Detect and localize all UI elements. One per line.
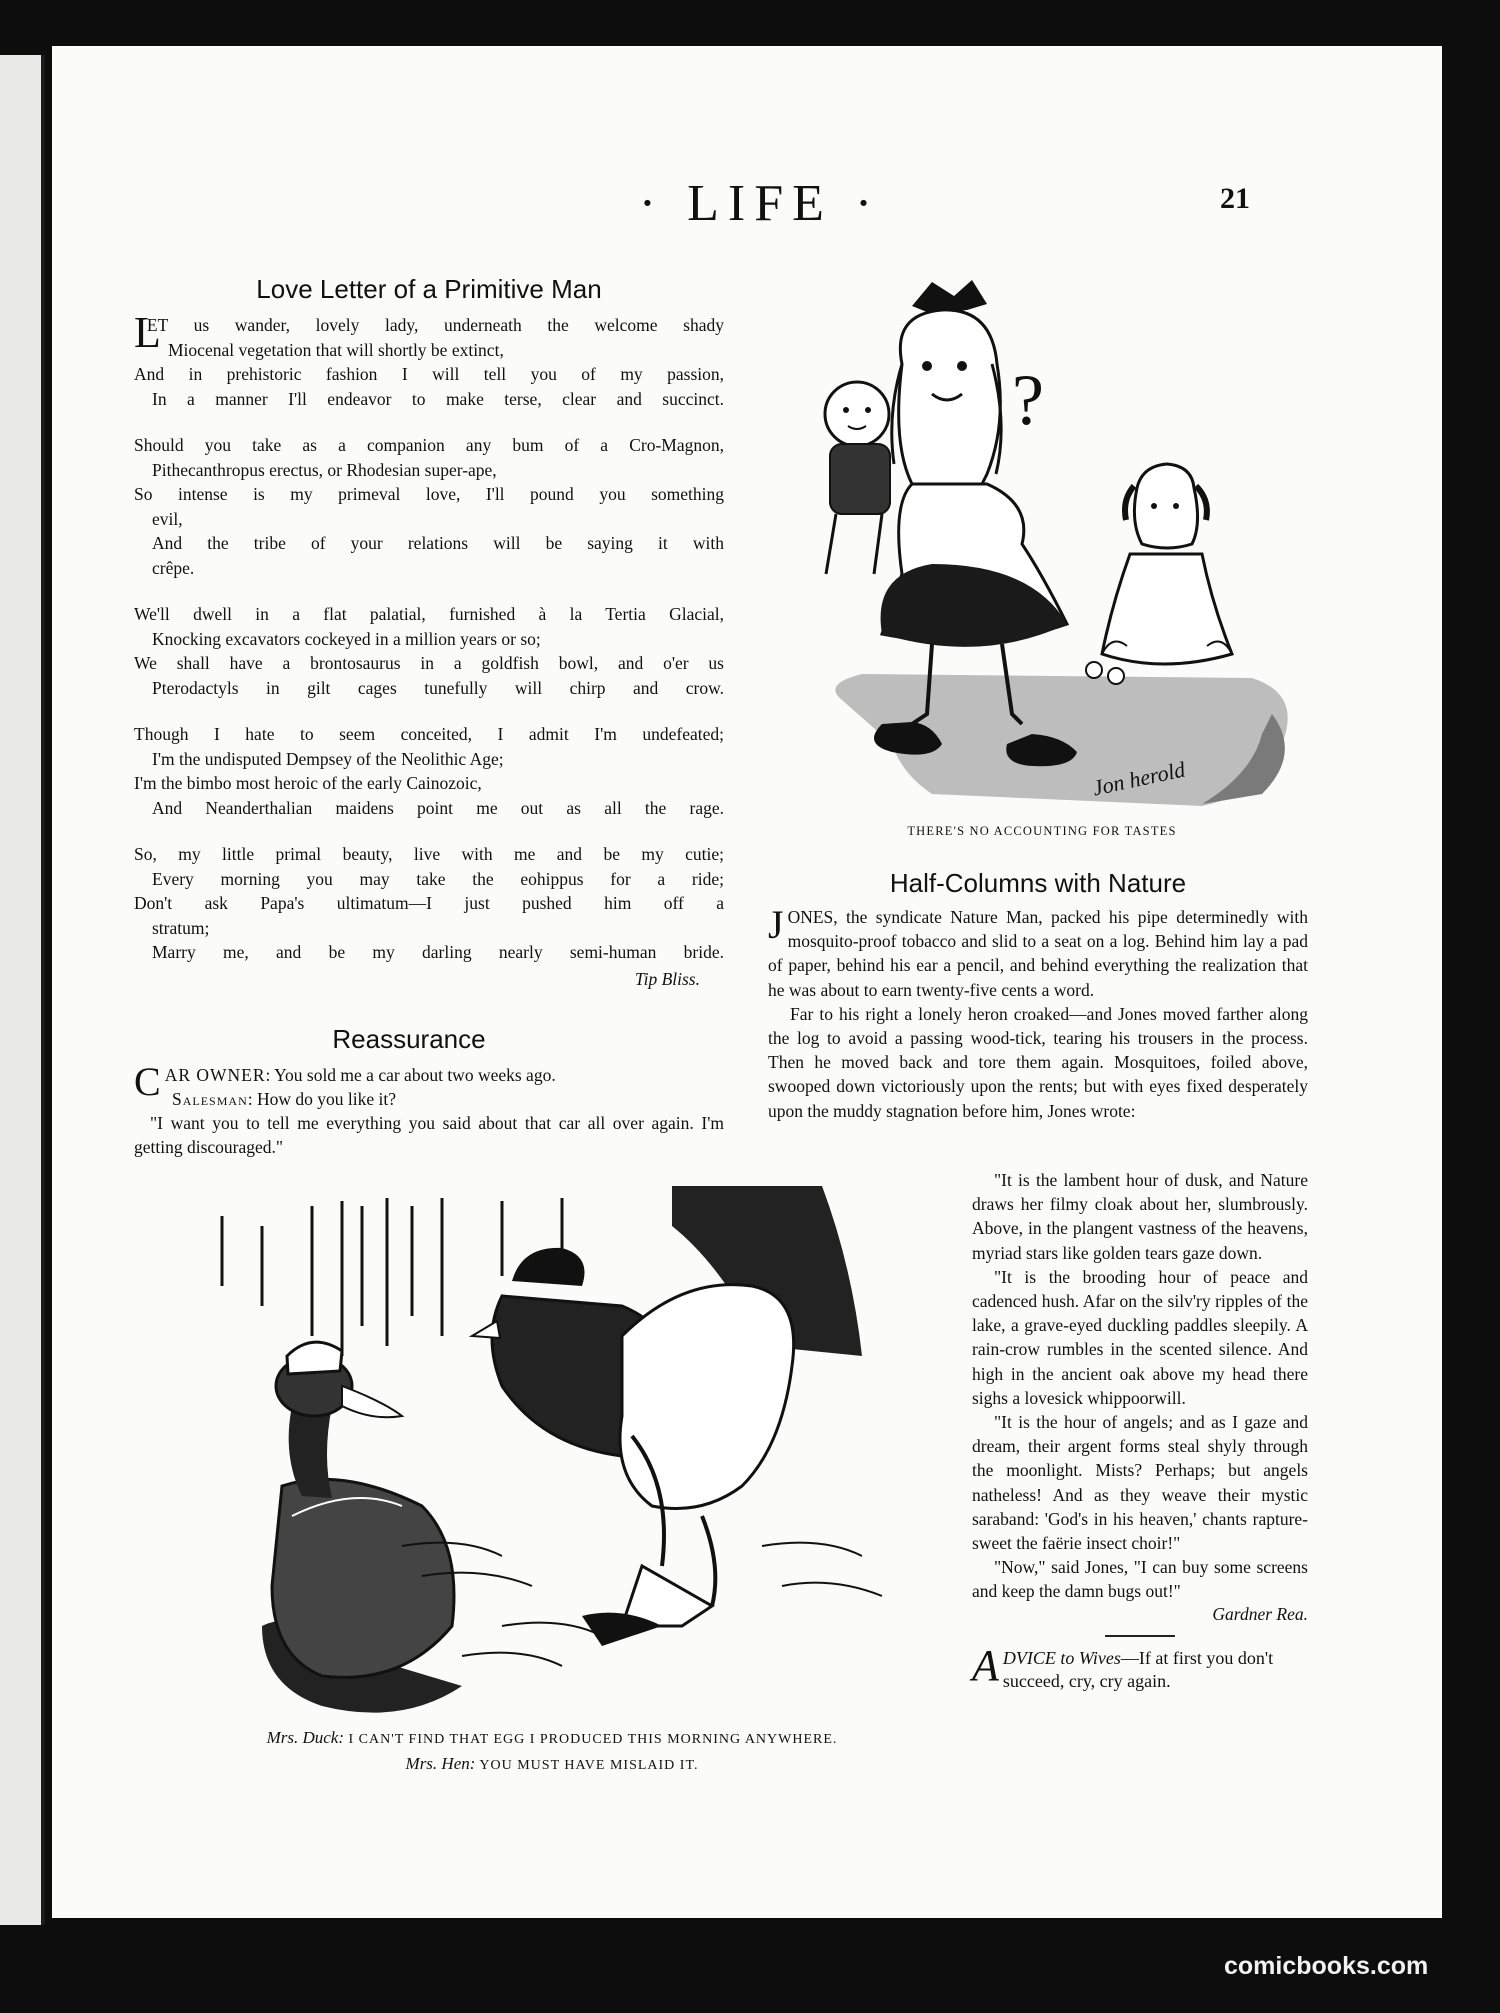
facing-page-edge <box>0 55 45 1925</box>
poem-line: Miocenal vegetation that will shortly be extinct, <box>168 339 504 360</box>
dropcap: J <box>768 902 784 947</box>
magazine-page <box>52 46 1442 1918</box>
dialog-line: CAR OWNER: You sold me a car about two weeks ago. <box>134 1058 556 1104</box>
article-title: Half-Columns with Nature <box>889 868 1187 898</box>
poem-title: Love Letter of a Primitive Man <box>256 274 602 304</box>
poem <box>134 308 724 990</box>
poem-line: Every morning you may take the eohippus for a ride; <box>152 868 724 889</box>
article-paragraph: JONES, the syndicate Nature Man, packed his pipe determinedly with mosquito-proof tobacco and slid to a seat on a log. Behind him lay a pad of paper, behind his ear a pencil, and behind everything the realization that he was about to earn twenty-five cents a word. <box>768 902 1308 1000</box>
poem-line: Though I hate to seem conceited, I admit I'm undefeated; <box>134 724 724 744</box>
article-paragraph: "Now," said Jones, "I can buy some screens and keep the damn bugs out!" <box>972 1557 1308 1602</box>
article-paragraph: Far to his right a lonely heron croaked—and Jones moved farther along the log to avoid a passing wood-tick, tearing his trousers in the process. Then he moved back and tore them again. Mosquitoes, foiled above, swooped down victoriously upon the rents; but with eyes fixed desperately upon the muddy stagnation before him, Jones wrote: <box>768 1003 1308 1121</box>
poem-line: In a manner I'll endeavor to make terse, clear and succinct. <box>152 388 724 409</box>
stanza <box>134 433 724 580</box>
divider <box>1105 1635 1175 1637</box>
stanza <box>134 842 724 965</box>
poem-line: Marry me, and be my darling nearly semi-human bride. <box>152 942 724 962</box>
stanza <box>134 722 724 820</box>
poem-line: Pithecanthropus erectus, or Rhodesian super-ape, <box>152 459 497 480</box>
poem-line: Knocking excavators cockeyed in a million years or so; <box>152 628 541 649</box>
cartoon1-signature: Jon herold <box>1090 756 1188 801</box>
poem-line: We'll dwell in a flat palatial, furnished à la Tertia Glacial, <box>134 604 724 624</box>
article-author: Gardner Rea. <box>1212 1603 1308 1624</box>
poem-line: And in prehistoric fashion I will tell you of my passion, <box>134 364 724 384</box>
dialog-line: Salesman: How do you like it? <box>172 1088 396 1109</box>
caption-line: Mrs. Hen: YOU MUST HAVE MISLAID IT. <box>405 1754 699 1773</box>
poem-line: Don't ask Papa's ultimatum—I just pushed him off a <box>134 893 724 913</box>
poem-line: And Neanderthalian maidens point me out as all the rage. <box>152 797 724 818</box>
page-number: 21 <box>1220 182 1250 215</box>
page-header <box>52 174 1442 244</box>
site-watermark: comicbooks.com <box>1224 1952 1429 1980</box>
nature-article-continued <box>972 1168 1308 1693</box>
svg-text:?: ? <box>1012 360 1044 440</box>
left-column <box>134 274 724 1159</box>
poem-line: So intense is my primeval love, I'll pound you something <box>134 484 724 504</box>
poem-line: evil, <box>152 508 183 529</box>
cartoon2-caption <box>202 1726 902 1778</box>
poem-line: We shall have a brontosaurus in a goldfish bowl, and o'er us <box>134 653 724 673</box>
stanza <box>134 308 724 411</box>
masthead: · LIFE · <box>638 175 882 232</box>
poem-author: Tip Bliss. <box>634 968 700 989</box>
poem-line: stratum; <box>152 917 210 938</box>
dropcap: A <box>972 1640 999 1690</box>
reassurance-dialog <box>134 1058 724 1159</box>
dropcap: L <box>134 308 161 357</box>
girl-with-doll-illustration <box>782 274 1302 810</box>
poem-line: crêpe. <box>152 557 195 578</box>
poem-line: And the tribe of your relations will be saying it with <box>152 533 724 553</box>
cartoon1-caption: THERE'S NO ACCOUNTING FOR TASTES <box>907 824 1177 838</box>
duck-and-hen-illustration <box>202 1186 922 1726</box>
caption-line: Mrs. Duck: I CAN'T FIND THAT EGG I PRODUCED THIS MORNING ANYWHERE. <box>266 1728 838 1747</box>
article-paragraph: "It is the hour of angels; and as I gaze and dream, their argent forms steal shyly through the moonlight. Mists? Perhaps; but angels natheless! And as they weave their mystic saraband: 'God's in his heaven,' chants rapture-sweet the faërie insect choir!" <box>972 1412 1308 1554</box>
advice-note: ADVICE to Wives—If at first you don't succeed, cry, cry again. <box>972 1640 1274 1691</box>
nature-article <box>768 868 1308 1123</box>
reassurance-title: Reassurance <box>332 1023 486 1054</box>
poem-line: Should you take as a companion any bum of a Cro-Magnon, <box>134 435 724 455</box>
poem-line: L ET us wander, lovely lady, underneath the welcome shady <box>134 308 724 357</box>
poem-line: So, my little primal beauty, live with me and be my cutie; <box>134 844 724 864</box>
poem-line: Pterodactyls in gilt cages tunefully will chirp and crow. <box>152 677 724 698</box>
stanza <box>134 602 724 700</box>
poem-line: I'm the bimbo most heroic of the early Cainozoic, <box>134 773 482 793</box>
article-paragraph: "It is the lambent hour of dusk, and Nature draws her filmy cloak about her, slumbrously. Above, in the plangent vastness of the heavens, myriad stars like golden tears gaze down. <box>972 1170 1308 1263</box>
article-paragraph: "It is the brooding hour of peace and cadenced hush. Afar on the silv'ry ripples of the lake, a grave-eyed duckling paddles sleepily. A rain-crow rumbles in the scented silence. And high in the ancient oak above my head there sighs a lovesick whippoorwill. <box>972 1266 1308 1408</box>
dropcap: C <box>134 1058 161 1104</box>
poem-line: I'm the undisputed Dempsey of the Neolithic Age; <box>152 748 504 769</box>
dialog-line: "I want you to tell me everything you said about that car all over again. I'm getting discouraged." <box>134 1112 724 1157</box>
